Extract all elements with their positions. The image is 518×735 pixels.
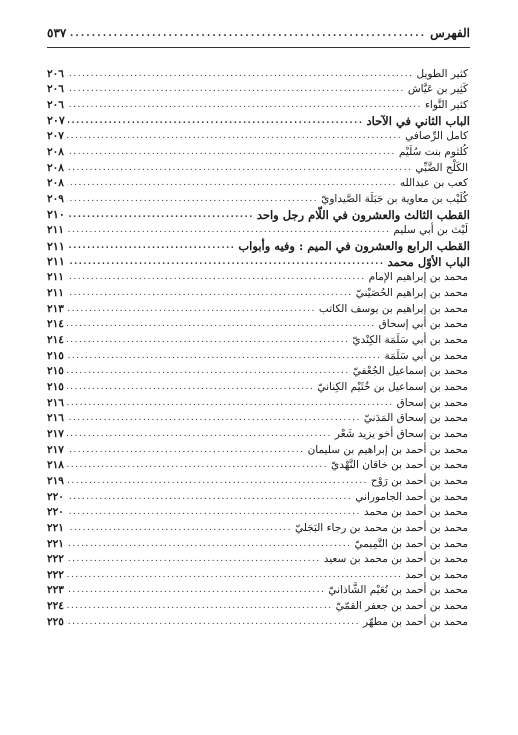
entry-text: الباب الأوّل محمد <box>387 254 470 269</box>
index-entry <box>47 551 470 567</box>
entry-text: كثير الطويل <box>416 67 468 80</box>
index-entry <box>47 223 470 239</box>
dot-leader <box>67 272 366 282</box>
dot-leader <box>67 601 333 611</box>
dot-leader <box>67 476 368 486</box>
dot-leader <box>67 335 349 345</box>
entry-text: كَثِير بن عَيَّاش <box>407 83 468 96</box>
dot-leader <box>67 585 325 595</box>
dot-leader <box>67 194 318 204</box>
index-entry <box>47 285 470 301</box>
entry-page-number: ٢١١ <box>47 287 64 300</box>
entry-page-number: ٢٠٧ <box>47 130 64 143</box>
entry-page-number: ٢٠٨ <box>47 146 64 159</box>
index-entry <box>47 520 470 536</box>
dot-leader <box>67 554 321 564</box>
dot-leader <box>67 319 376 329</box>
dot-leader <box>67 163 412 173</box>
dot-leader <box>67 131 402 141</box>
entry-text: محمد بن إبراهيم بن يوسف الكاتب <box>318 302 468 315</box>
entry-page-number: ٢٠٦ <box>47 67 64 80</box>
entry-text: كثير النَّواء <box>424 99 468 112</box>
dot-leader <box>67 445 305 455</box>
entry-text: محمد بن أبي إسحاق <box>378 318 468 331</box>
dot-leader <box>67 304 316 314</box>
entry-page-number: ٢٢١ <box>47 521 64 534</box>
index-entry <box>47 317 470 333</box>
dot-leader <box>67 147 396 157</box>
entry-text: محمد بن أحمد <box>405 568 468 581</box>
index-entry <box>47 379 470 395</box>
entry-text: محمد بن إسماعيل الجُعْفيّ <box>352 365 468 378</box>
dot-leader <box>68 116 364 126</box>
index-entry <box>47 332 470 348</box>
dot-leader <box>67 351 382 361</box>
dot-leader <box>67 288 353 298</box>
index-entry <box>47 66 470 82</box>
index-entry <box>47 410 470 426</box>
dot-leader <box>68 210 254 220</box>
entry-page-number: ٢٢٤ <box>47 600 64 613</box>
entry-text: محمد بن أحمد بن إبراهيم بن سليمان <box>307 443 468 456</box>
dot-leader <box>67 492 352 502</box>
index-entry <box>47 489 470 505</box>
entry-page-number: ٢١٣ <box>47 302 64 315</box>
entry-text: محمد بن إبراهيم الحُصَيْنيّ <box>355 287 468 300</box>
index-entry <box>47 583 470 599</box>
entry-page-number: ٢١٠ <box>47 208 65 222</box>
entry-text: الكَلْح الضَّبِّي <box>415 161 468 174</box>
dot-leader <box>67 507 361 517</box>
entry-page-number: ٢١١ <box>47 224 64 237</box>
dot-leader <box>70 28 426 39</box>
dot-leader <box>67 539 352 549</box>
page-number: ٥٣٧ <box>47 26 67 40</box>
dot-leader <box>67 225 390 235</box>
entry-text: كُلثوم بنت سُلَيْم <box>398 146 468 159</box>
entry-page-number: ٢٠٦ <box>47 99 64 112</box>
index-entry <box>47 442 470 458</box>
entry-text: لَيْث بن أبي سليم <box>393 224 468 237</box>
dot-leader <box>67 429 332 439</box>
entry-page-number: ٢٢٠ <box>47 490 64 503</box>
entry-page-number: ٢١٦ <box>47 412 64 425</box>
entry-text: كُلَيْب بن معاوية بن جَبَلَة الصَّيداويّ <box>321 193 468 206</box>
entry-page-number: ٢١٤ <box>47 333 64 346</box>
index-entry <box>47 176 470 192</box>
entry-text: محمد بن أحمد بن محمد <box>363 506 468 519</box>
index-entry <box>47 270 470 286</box>
entry-text: محمد بن إسحاق المَدَنيّ <box>363 412 468 425</box>
index-entry <box>47 504 470 520</box>
entry-page-number: ٢٠٧ <box>47 114 65 128</box>
page-header <box>47 22 470 44</box>
entry-text: محمد بن إبراهيم الإمام <box>368 271 468 284</box>
entry-text: محمد بن أحمد بن التَّمِيميّ <box>354 537 468 550</box>
entry-page-number: ٢٢٢ <box>47 568 64 581</box>
index-section-heading <box>47 254 470 270</box>
entry-text: محمد بن أبي سَلَمَة <box>384 349 468 362</box>
entry-text: محمد بن أحمد بن محمد بن رجاء البَجَليّ <box>294 521 468 534</box>
entry-page-number: ٢٢٣ <box>47 584 64 597</box>
index-entry <box>47 395 470 411</box>
dot-leader <box>67 570 403 580</box>
index-entry <box>47 363 470 379</box>
entry-text: محمد بن إسحاق أخو يزيد شَعْر <box>334 427 468 440</box>
dot-leader <box>67 366 350 376</box>
entry-text: محمد بن أحمد بن خاقان النَّهْديّ <box>331 459 468 472</box>
index-entry <box>47 614 470 630</box>
entry-text: القطب الرابع والعشرون في الميم : وفيه وأبواب <box>238 239 470 254</box>
entry-text: كعب بن عبدالله <box>399 177 468 190</box>
entry-page-number: ٢٢١ <box>47 537 64 550</box>
entry-text: محمد بن أبي سَلَمَة الكِنْديّ <box>352 333 468 346</box>
index-entry <box>47 129 470 145</box>
entry-page-number: ٢١٤ <box>47 318 64 331</box>
index-section-heading <box>47 238 470 254</box>
entry-page-number: ٢١١ <box>47 255 65 269</box>
entry-text: محمد بن أحمد بن مطهّر <box>362 615 468 628</box>
entry-text: محمد بن إسحاق <box>396 396 468 409</box>
entry-page-number: ٢٠٦ <box>47 83 64 96</box>
index-entry <box>47 301 470 317</box>
entry-page-number: ٢١٩ <box>47 474 64 487</box>
entry-page-number: ٢٢٥ <box>47 615 64 628</box>
dot-leader <box>67 413 361 423</box>
entry-page-number: ٢١٧ <box>47 427 64 440</box>
index-entry <box>47 144 470 160</box>
index-entry <box>47 457 470 473</box>
entry-page-number: ٢٢٢ <box>47 553 64 566</box>
entry-page-number: ٢٢٠ <box>47 506 64 519</box>
index-section-heading <box>47 207 470 223</box>
dot-leader <box>67 523 292 533</box>
dot-leader <box>67 100 422 110</box>
dot-leader <box>67 178 397 188</box>
index-entry <box>47 191 470 207</box>
dot-leader <box>68 257 385 267</box>
entry-text: كامل الرِّصافي <box>405 130 468 143</box>
entry-page-number: ٢١١ <box>47 271 64 284</box>
dot-leader <box>67 69 414 79</box>
header-rule <box>47 47 470 48</box>
index-entry <box>47 426 470 442</box>
entry-page-number: ٢٠٨ <box>47 177 64 190</box>
index-list <box>47 66 470 630</box>
index-section-heading <box>47 113 470 129</box>
entry-text: محمد بن أحمد الجاموراني <box>355 490 468 503</box>
running-title: الفهرس <box>430 26 470 40</box>
entry-text: محمد بن أحمد بن جعفر القمّيّ <box>335 600 468 613</box>
entry-page-number: ٢١٥ <box>47 365 64 378</box>
index-entry <box>47 97 470 113</box>
entry-page-number: ٢٠٩ <box>47 193 64 206</box>
index-entry <box>47 473 470 489</box>
entry-page-number: ٢١٧ <box>47 443 64 456</box>
index-entry <box>47 567 470 583</box>
entry-page-number: ٢١٥ <box>47 349 64 362</box>
entry-page-number: ٢١١ <box>47 239 65 253</box>
dot-leader <box>67 617 360 627</box>
entry-text: الباب الثاني في الآحاد <box>366 113 470 128</box>
index-entry <box>47 160 470 176</box>
entry-text: محمد بن أحمد بن محمد بن سعيد <box>323 553 468 566</box>
index-entry <box>47 348 470 364</box>
entry-text: القطب الثالث والعشرون في اللّام رجل واحد <box>256 207 470 222</box>
entry-text: محمد بن أحمد بن نُعَيْم الشَّاذانيّ <box>328 584 468 597</box>
dot-leader <box>67 460 328 470</box>
dot-leader <box>67 382 314 392</box>
entry-text: محمد بن أحمد بن رَوْح <box>370 474 468 487</box>
index-entry <box>47 82 470 98</box>
index-entry <box>47 598 470 614</box>
dot-leader <box>67 84 405 94</box>
entry-page-number: ٢١٥ <box>47 380 64 393</box>
entry-page-number: ٢١٨ <box>47 459 64 472</box>
entry-text: محمد بن إسماعيل بن خُثَيْم الكِنانيّ <box>317 380 468 393</box>
index-entry <box>47 536 470 552</box>
dot-leader <box>68 241 236 251</box>
entry-page-number: ٢١٦ <box>47 396 64 409</box>
dot-leader <box>67 398 394 408</box>
entry-page-number: ٢٠٨ <box>47 161 64 174</box>
